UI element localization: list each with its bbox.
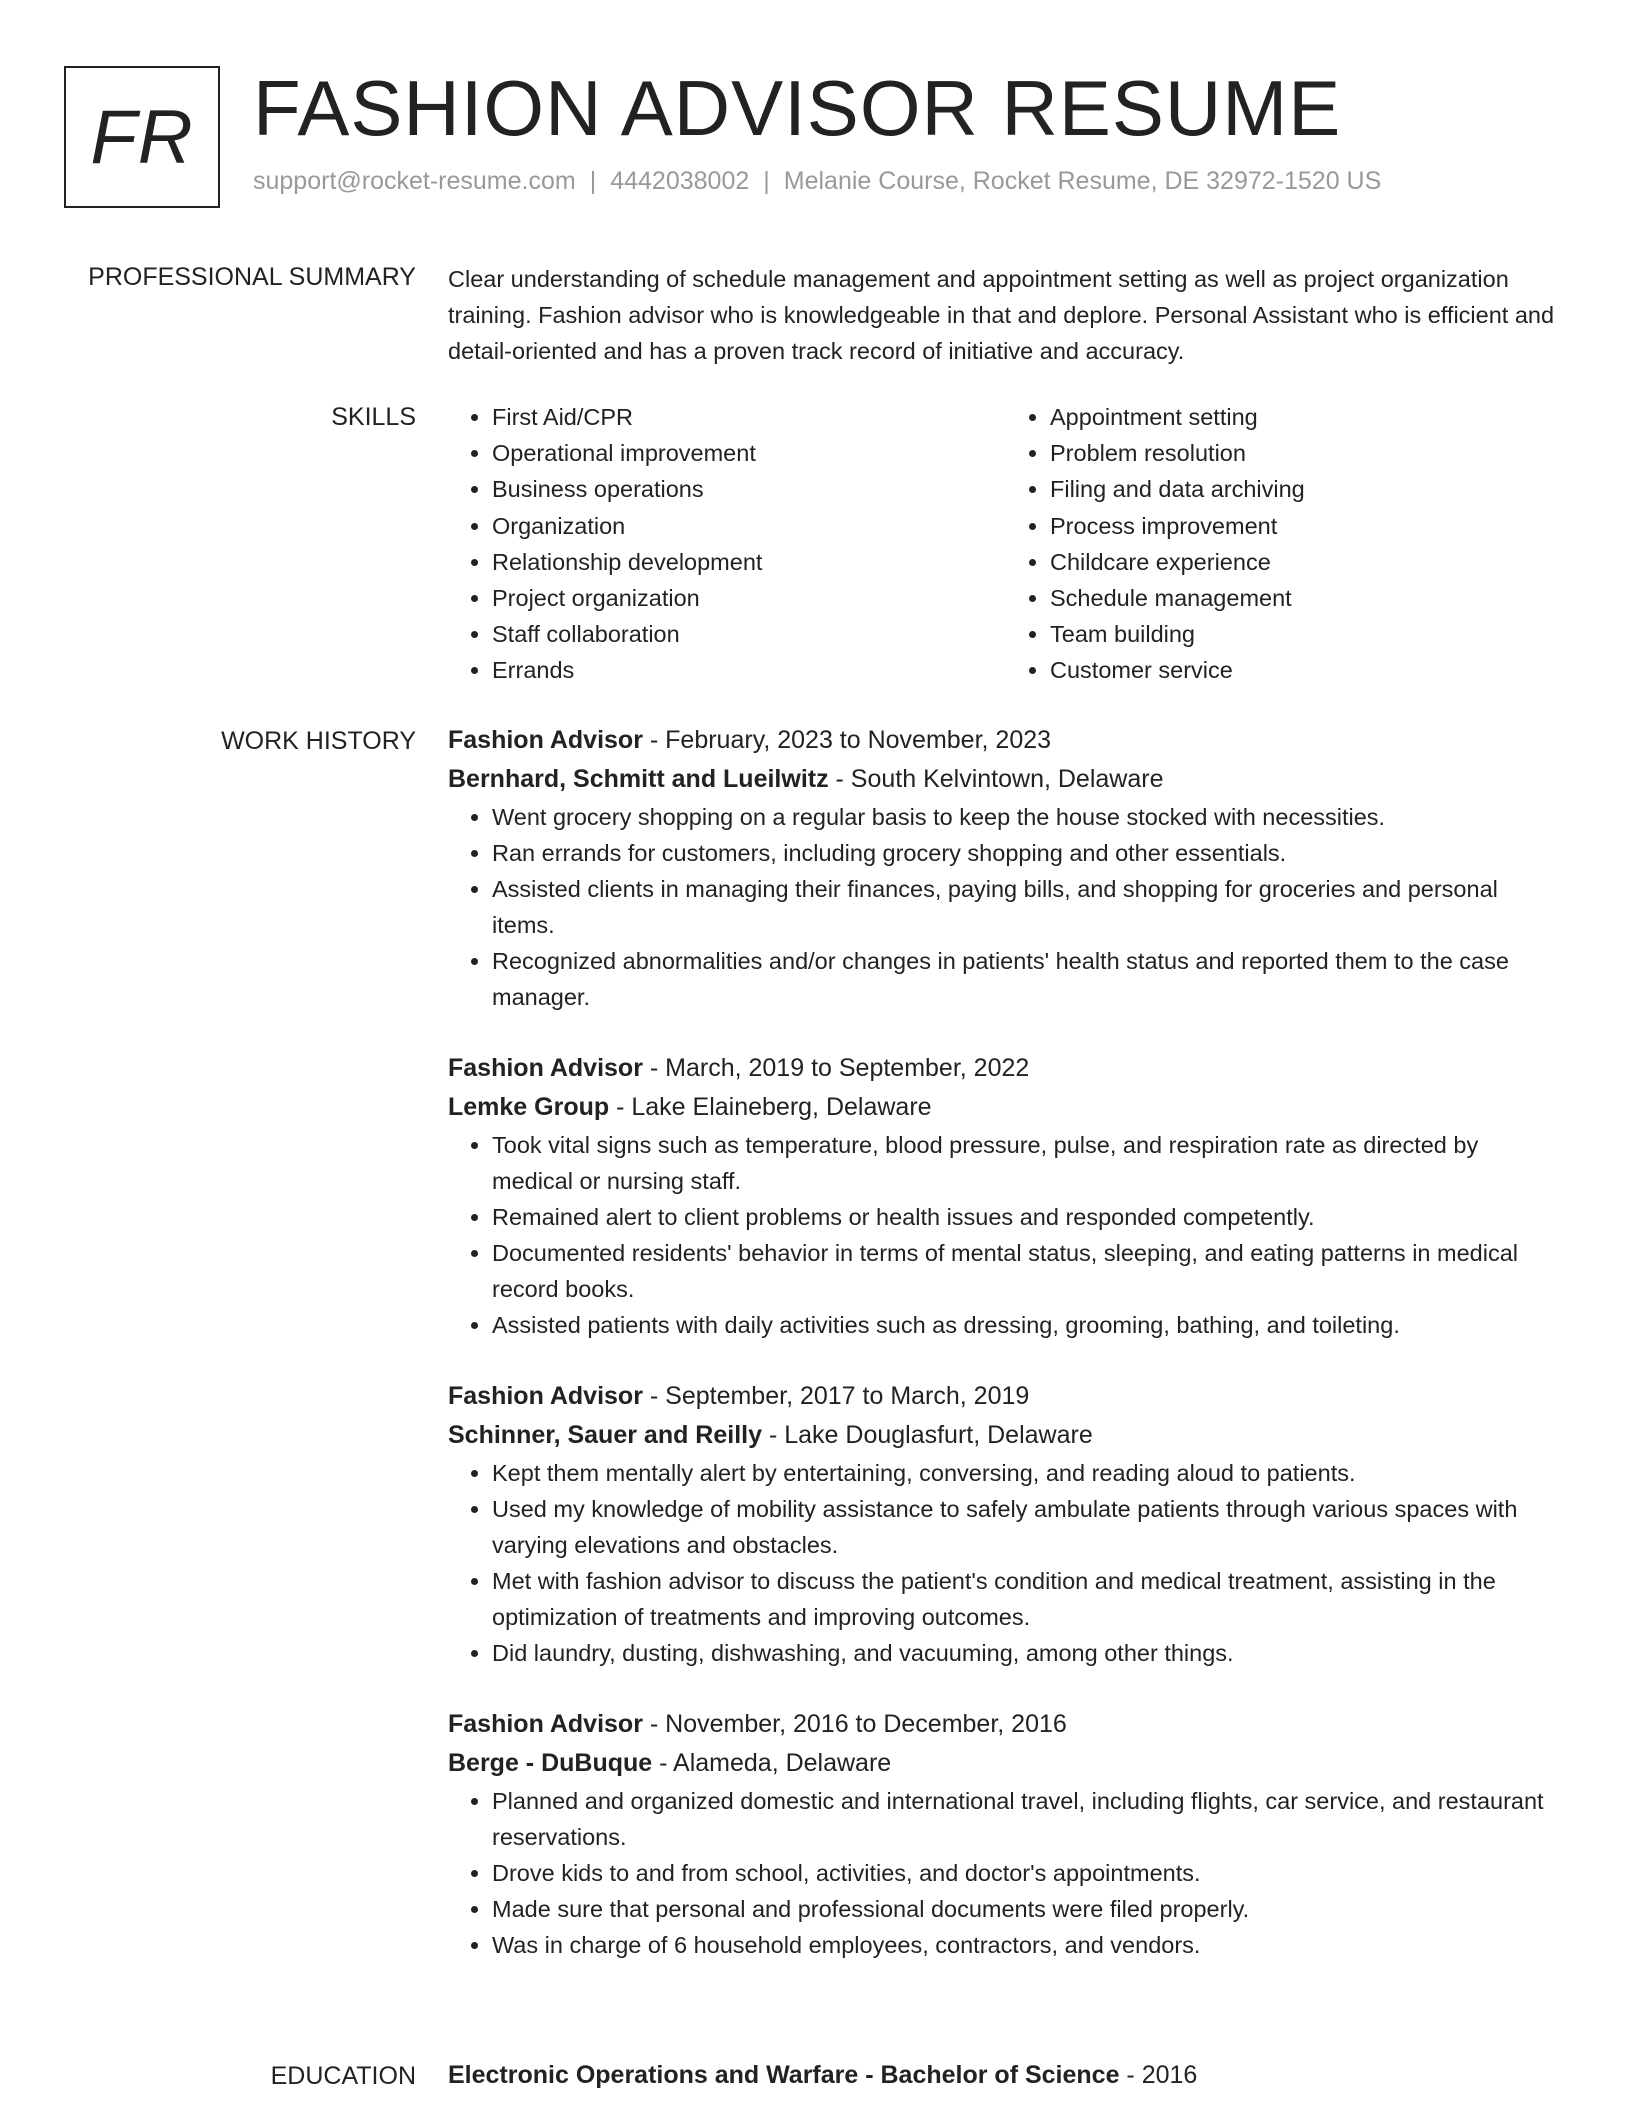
job-title: Fashion Advisor xyxy=(448,1382,643,1410)
monogram-badge: FR xyxy=(64,66,220,208)
section-label-education: EDUCATION xyxy=(270,2062,416,2090)
contact-address: Melanie Course, Rocket Resume, DE 32972-1520 US xyxy=(783,167,1382,196)
job-company-line xyxy=(448,760,1564,799)
job-bullet-list xyxy=(448,1783,1564,1963)
job-bullet-list xyxy=(448,1127,1564,1343)
job-title-line xyxy=(448,721,1564,760)
skill-item: • Problem resolution xyxy=(1050,435,1564,471)
job-location: - South Kelvintown, Delaware xyxy=(828,765,1164,793)
job-location: - Lake Elaineberg, Delaware xyxy=(609,1093,932,1121)
job-bullet: • Ran errands for customers, including grocery shopping and other essentials. xyxy=(492,835,1564,871)
job-company-line xyxy=(448,1088,1564,1127)
job-title-line xyxy=(448,1049,1564,1088)
job-bullet: • Did laundry, dusting, dishwashing, and vacuuming, among other things. xyxy=(492,1635,1564,1671)
job-company: Lemke Group xyxy=(448,1093,610,1121)
section-label-skills: SKILLS xyxy=(331,403,416,431)
contact-separator: | xyxy=(763,167,770,196)
job-location: - Alameda, Delaware xyxy=(652,1749,892,1777)
job-dates: - March, 2019 to September, 2022 xyxy=(642,1054,1030,1082)
job-dates: - September, 2017 to March, 2019 xyxy=(642,1382,1030,1410)
skill-item: • First Aid/CPR xyxy=(492,399,1006,435)
education-body xyxy=(448,2056,1564,2095)
contact-line xyxy=(253,167,1381,196)
work-history-body xyxy=(448,721,1564,1997)
job-bullet: • Went grocery shopping on a regular basis to keep the house stocked with necessities. xyxy=(492,799,1564,835)
skill-item: • Customer service xyxy=(1050,652,1564,688)
education-year: - 2016 xyxy=(1119,2061,1198,2089)
skills-columns xyxy=(448,399,1564,689)
skills-list-left xyxy=(448,399,1006,689)
skill-item: • Childcare experience xyxy=(1050,544,1564,580)
skill-item: • Organization xyxy=(492,508,1006,544)
job-location: - Lake Douglasfurt, Delaware xyxy=(762,1421,1093,1449)
skill-item: • Schedule management xyxy=(1050,580,1564,616)
skill-item: • Errands xyxy=(492,652,1006,688)
skill-item: • Filing and data archiving xyxy=(1050,471,1564,507)
job-entry xyxy=(448,1377,1564,1671)
job-bullet: • Met with fashion advisor to discuss the patient's condition and medical treatment, assisting in the optimization of treatments and improving outcomes. xyxy=(492,1563,1564,1635)
job-bullet: • Was in charge of 6 household employees, contractors, and vendors. xyxy=(492,1927,1564,1963)
job-dates: - November, 2016 to December, 2016 xyxy=(642,1710,1067,1738)
contact-phone: 4442038002 xyxy=(610,167,750,196)
skills-body xyxy=(448,399,1564,689)
job-bullet: • Recognized abnormalities and/or changes in patients' health status and reported them to the case manager. xyxy=(492,943,1564,1015)
job-entry xyxy=(448,721,1564,1015)
title-block xyxy=(253,58,1381,196)
job-company-line xyxy=(448,1744,1564,1783)
contact-separator: | xyxy=(589,167,597,196)
resume-header xyxy=(64,66,1564,216)
skill-item: • Staff collaboration xyxy=(492,616,1006,652)
job-dates: - February, 2023 to November, 2023 xyxy=(642,726,1052,754)
job-entry xyxy=(448,1705,1564,1963)
job-entry xyxy=(448,1049,1564,1343)
job-bullet-list xyxy=(448,1455,1564,1671)
job-bullet: • Made sure that personal and professional documents were filed properly. xyxy=(492,1891,1564,1927)
job-company: Schinner, Sauer and Reilly xyxy=(448,1421,763,1449)
job-bullet: • Documented residents' behavior in terms of mental status, sleeping, and eating patterns in medical record books. xyxy=(492,1235,1564,1307)
job-bullet: • Drove kids to and from school, activities, and doctor's appointments. xyxy=(492,1855,1564,1891)
job-company-line xyxy=(448,1416,1564,1455)
job-bullet: • Took vital signs such as temperature, blood pressure, pulse, and respiration rate as directed by medical or nursing staff. xyxy=(492,1127,1564,1199)
job-bullet: • Assisted clients in managing their finances, paying bills, and shopping for groceries and personal items. xyxy=(492,871,1564,943)
job-title: Fashion Advisor xyxy=(448,1054,643,1082)
section-label-work: WORK HISTORY xyxy=(221,727,416,755)
job-bullet: • Remained alert to client problems or health issues and responded competently. xyxy=(492,1199,1564,1235)
job-bullet-list xyxy=(448,799,1564,1015)
job-bullet: • Used my knowledge of mobility assistance to safely ambulate patients through various spaces with varying elevations and obstacles. xyxy=(492,1491,1564,1563)
job-title: Fashion Advisor xyxy=(448,1710,643,1738)
job-title-line xyxy=(448,1705,1564,1744)
skill-item: • Process improvement xyxy=(1050,508,1564,544)
section-label-summary: PROFESSIONAL SUMMARY xyxy=(88,263,416,291)
job-bullet: • Assisted patients with daily activities such as dressing, grooming, bathing, and toileting. xyxy=(492,1307,1564,1343)
job-bullet: • Kept them mentally alert by entertaining, conversing, and reading aloud to patients. xyxy=(492,1455,1564,1491)
skill-item: • Team building xyxy=(1050,616,1564,652)
contact-email: support@rocket-resume.com xyxy=(253,167,576,196)
education-degree-line xyxy=(448,2056,1564,2095)
summary-body xyxy=(448,261,1564,369)
education-degree: Electronic Operations and Warfare - Bachelor of Science xyxy=(448,2061,1120,2089)
skill-item: • Business operations xyxy=(492,471,1006,507)
job-bullet: • Planned and organized domestic and international travel, including flights, car service, and restaurant reservations. xyxy=(492,1783,1564,1855)
skills-list-right xyxy=(1006,399,1564,689)
job-title-line xyxy=(448,1377,1564,1416)
skill-item: • Operational improvement xyxy=(492,435,1006,471)
skill-item: • Appointment setting xyxy=(1050,399,1564,435)
skill-item: • Project organization xyxy=(492,580,1006,616)
summary-text: Clear understanding of schedule management and appointment setting as well as project organization training. Fashion advisor who is knowledgeable in that and deplore. Personal Assistant who is efficient and detail-oriented and has a proven track record of initiative and accuracy. xyxy=(448,266,1555,364)
job-title: Fashion Advisor xyxy=(448,726,643,754)
job-company: Bernhard, Schmitt and Lueilwitz xyxy=(448,765,829,793)
page-title: FASHION ADVISOR RESUME xyxy=(253,64,1342,152)
job-company: Berge - DuBuque xyxy=(448,1749,653,1777)
skill-item: • Relationship development xyxy=(492,544,1006,580)
